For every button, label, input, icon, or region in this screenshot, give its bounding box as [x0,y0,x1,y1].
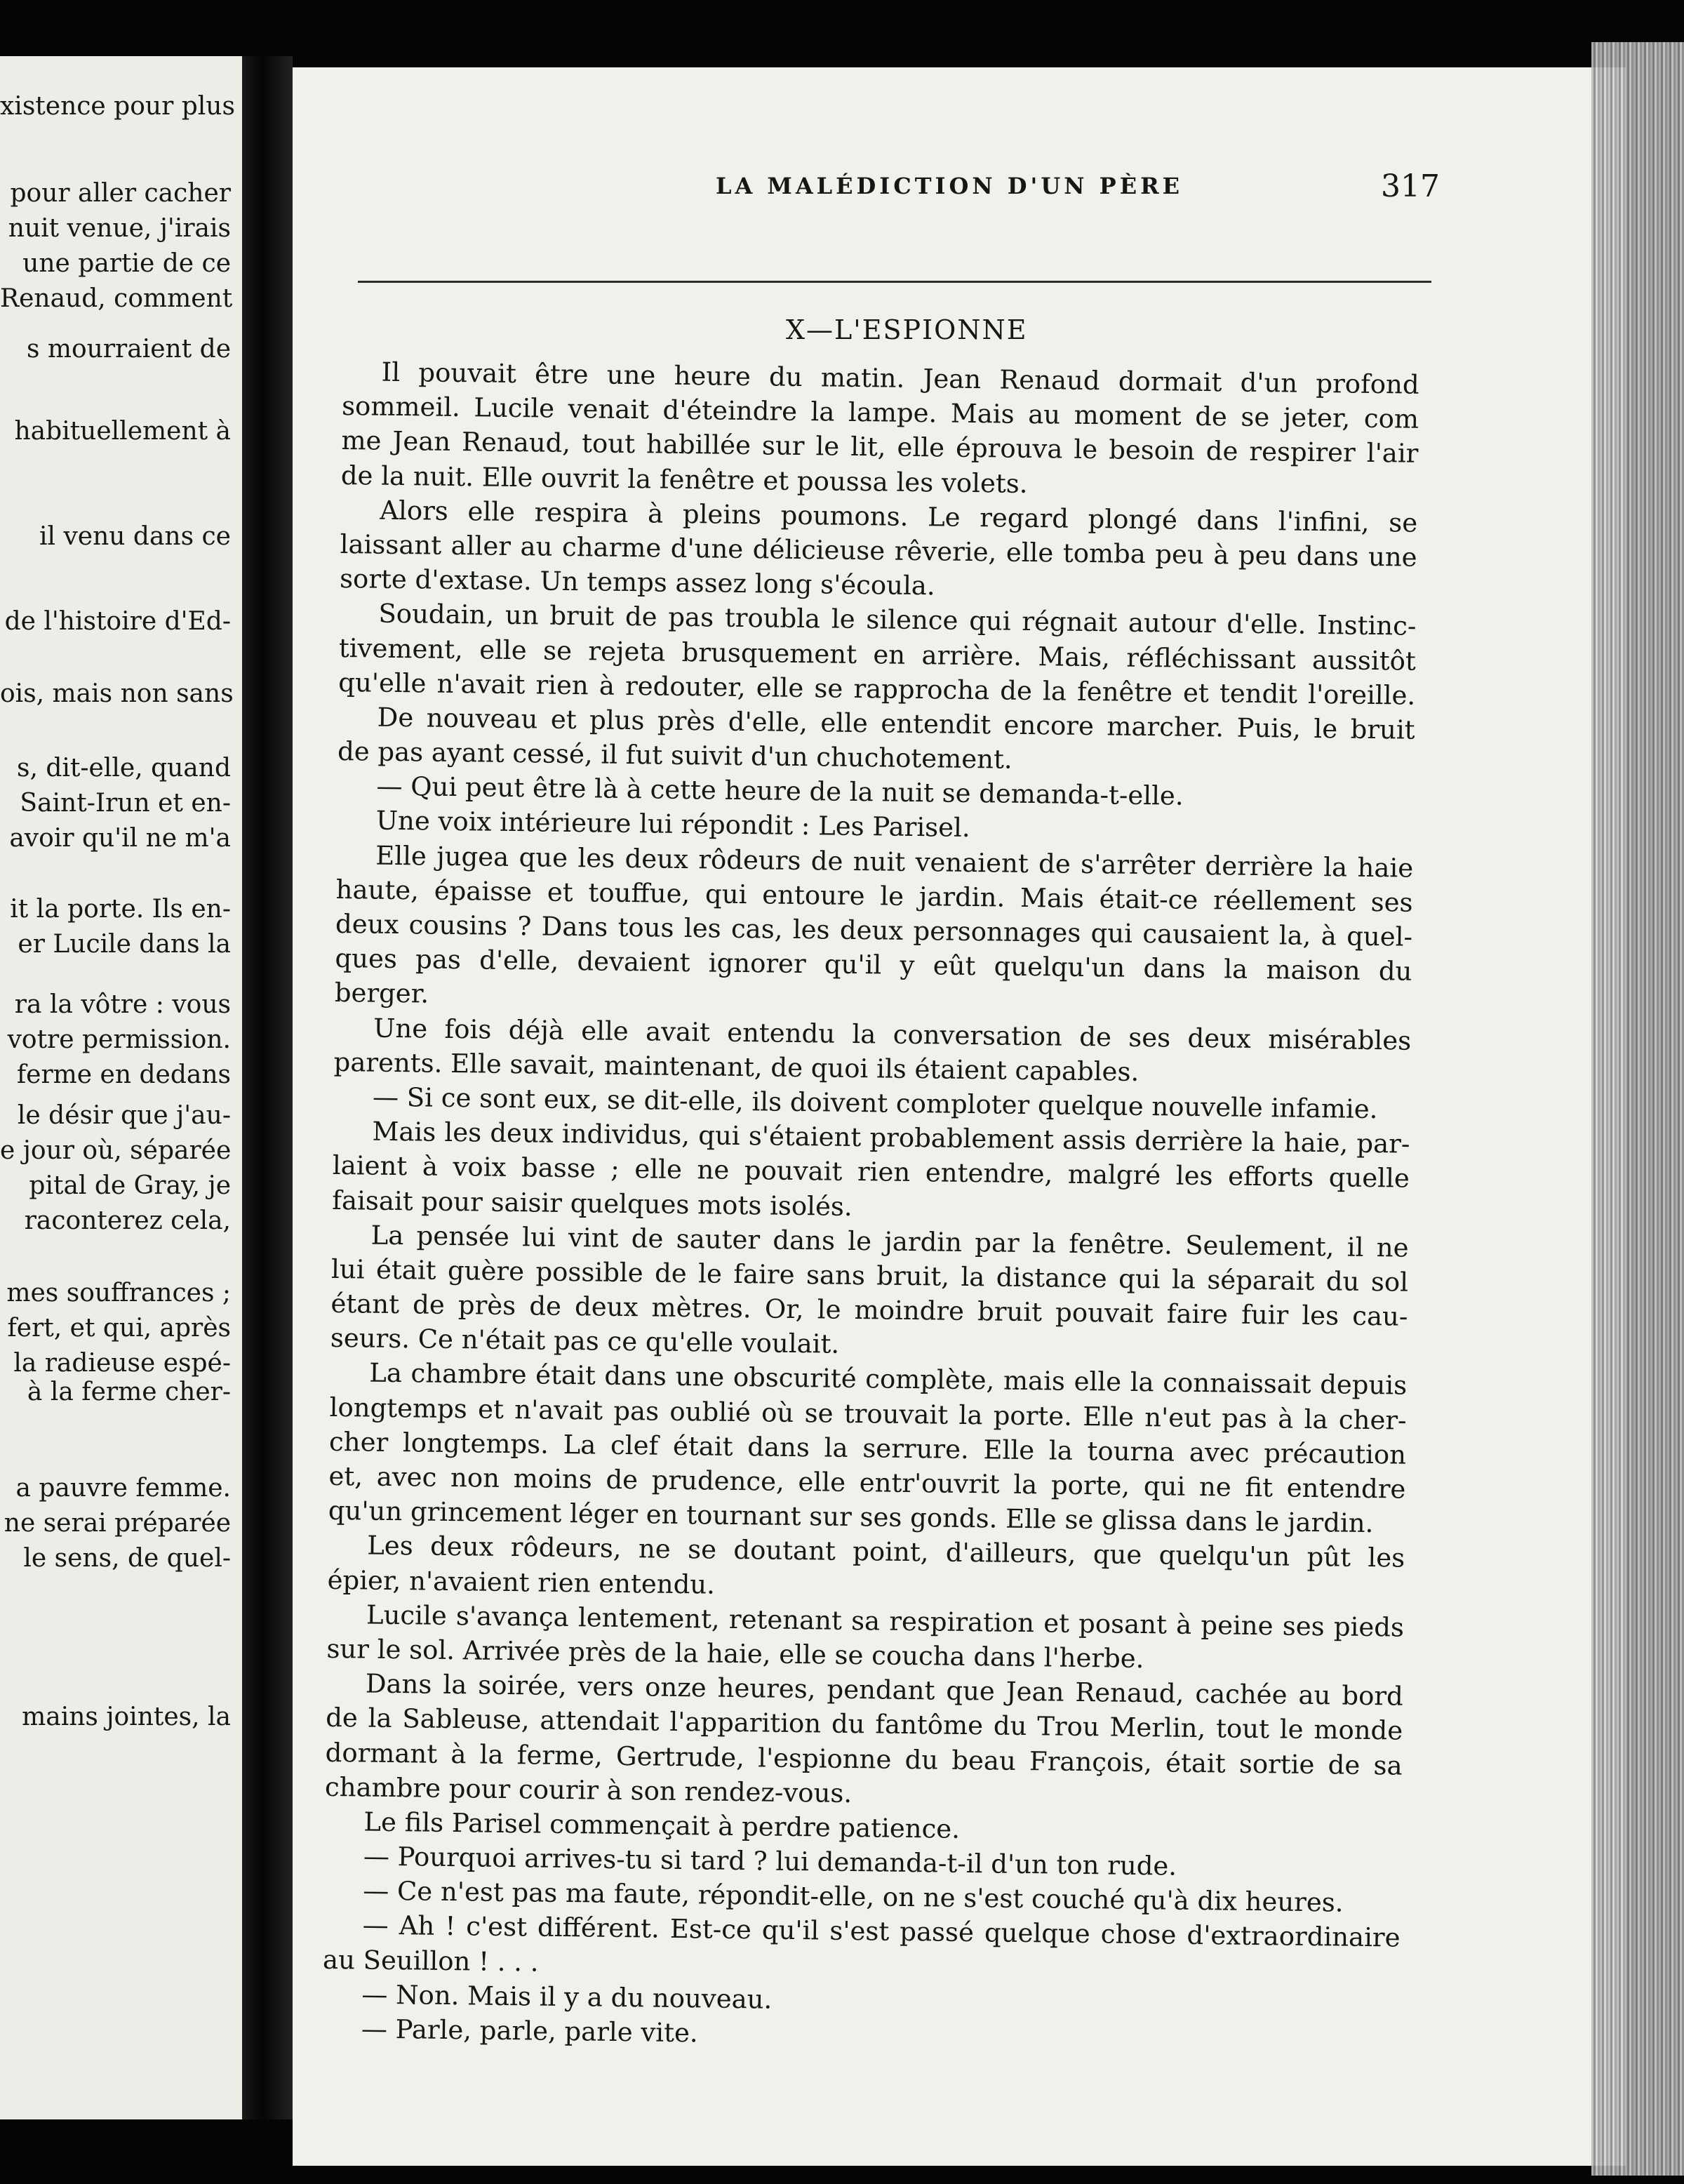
left-page-line: une partie de ce [22,249,231,278]
left-page-line: it la porte. Ils en- [10,895,231,924]
text-line: qu'un grincement léger en tournant sur ses gonds. Elle se glissa dans le jardin. [328,1496,1374,1539]
text-line: — Ce n'est pas ma faute, répondit-elle, on ne s'est couché qu'à dix heures. [362,1875,1344,1918]
text-line: — Parle, parle, parle vite. [361,2013,698,2049]
left-page-paragraph [0,89,242,124]
left-page-line: mains jointes, la [22,1703,231,1731]
left-page-line: fert, et qui, après [7,1314,231,1343]
left-page-line: le sens, de quel- [23,1544,231,1573]
text-line: De nouveau et plus près d'elle, elle entendit encore marcher. Puis, le bruit [377,702,1415,745]
text-line: La chambre était dans une obscurité complète, mais elle la connaissait depuis [369,1358,1408,1401]
left-page-line: il venu dans ce [39,522,231,551]
left-page-line: le désir que j'au- [17,1101,231,1130]
text-line: sommeil. Lucile venait d'éteindre la lampe. Mais au moment de se jeter, com [341,391,1419,434]
left-page-line: s mourraient de [26,335,231,364]
left-page-paragraph [0,1471,242,1576]
text-line: Une fois déjà elle avait entendu la conversation de ses deux misérables [373,1013,1412,1056]
text-line: berger. [334,978,429,1009]
left-page-line: mes souffrances ; [6,1279,231,1307]
text-line: me Jean Renaud, tout habillée sur le lit, elle éprouva le besoin de respirer l'air [341,425,1419,470]
page-number: 317 [1381,168,1440,204]
text-line: seurs. Ce n'était pas ce qu'elle voulait. [330,1323,840,1360]
text-line: qu'elle n'avait rien à redouter, elle se rapprocha de la fenêtre et tendit l'oreille. [338,667,1416,711]
chapter-heading: X—L'ESPIONNE [786,314,1028,345]
text-line: Soudain, un bruit de pas troubla le silence qui régnait autour d'elle. Instinc- [378,598,1417,642]
left-page-line: er Lucile dans la [18,930,231,959]
left-page-paragraph [0,1375,242,1410]
page-edges [1591,42,1684,2176]
left-page-paragraph [0,332,242,367]
text-line: de la Sableuse, attendait l'apparition du fantôme du Trou Merlin, tout le monde [326,1703,1403,1746]
header-rule [358,281,1431,283]
left-page-line: xistence pour plus [0,92,235,121]
text-line: laissant aller au charme d'une délicieuse rêverie, elle tomba peu à peu dans une [340,528,1417,573]
text-line: ques pas d'elle, devaient ignorer qu'il y eût quelqu'un dans la maison du [335,943,1412,987]
text-line: sur le sol. Arrivée près de la haie, elle se coucha dans l'herbe. [326,1633,1144,1674]
left-page-line: ois, mais non sans [0,679,234,708]
left-page-line: la radieuse espé- [13,1349,231,1378]
left-page-line: à la ferme cher- [27,1378,231,1406]
left-page-paragraph [0,1700,242,1735]
left-page-paragraph [0,751,242,856]
text-line: parents. Elle savait, maintenant, de quoi ils étaient capables. [333,1046,1140,1087]
text-line: Le fils Parisel commençait à perdre patience. [363,1806,961,1844]
text-line: — Non. Mais il y a du nouveau. [361,1979,773,2015]
text-line: laient à voix basse ; elle ne pouvait rien entendre, malgré les efforts quelle [332,1150,1410,1194]
left-page-paragraph [0,176,242,317]
text-line: Alors elle respira à pleins poumons. Le regard plongé dans l'infini, se [380,495,1418,538]
text-line: La pensée lui vint de sauter dans le jardin par la fenêtre. Seulement, il ne [370,1220,1409,1263]
text-line: Elle jugea que les deux rôdeurs de nuit venaient de s'arrêter derrière la haie [375,840,1414,884]
left-page-line: e jour où, séparée [0,1136,232,1165]
left-page-line: votre permission. [7,1025,231,1054]
text-line: de pas ayant cessé, il fut suivit d'un chuchotement. [337,736,1013,775]
left-page-paragraph [0,414,242,449]
body-text [322,354,1419,2059]
text-line: chambre pour courir à son rendez-vous. [324,1771,853,1809]
left-page-line: habituellement à [14,417,231,446]
text-line: — Ah ! c'est différent. Est-ce qu'il s'est passé quelque chose d'extraordinaire [362,1910,1401,1954]
text-line: lui était guère possible de le faire sans bruit, la distance qui la séparait du sol [330,1253,1409,1298]
left-page-line: raconterez cela, [24,1206,231,1235]
left-page-line: ra la vôtre : vous [14,990,231,1019]
text-line: dormant à la ferme, Gertrude, l'espionne du beau François, était sortie de sa [325,1737,1403,1781]
text-line: — Pourquoi arrives-tu si tard ? lui demanda-t-il d'un ton rude. [363,1841,1177,1882]
text-line: longtemps et n'avait pas oublié où se trouvait la porte. Elle n'eut pas à la cher- [329,1392,1407,1436]
text-line: de la nuit. Elle ouvrit la fenêtre et poussa les volets. [340,460,1028,499]
left-page-paragraph [0,677,242,712]
text-line: tivement, elle se rejeta brusquement en arrière. Mais, réfléchissant aussitôt [338,632,1417,677]
text-line: haute, épaisse et touffue, qui entoure le jardin. Mais était-ce réellement ses [335,874,1413,918]
text-line: Dans la soirée, vers onze heures, pendant que Jean Renaud, cachée au bord [365,1668,1404,1712]
text-line: — Qui peut être là à cette heure de la nuit se demanda-t-elle. [376,771,1184,811]
left-page-paragraph [0,987,242,1093]
left-page-line: ne serai préparée [4,1509,231,1538]
left-page-line: avoir qu'il ne m'a [9,824,231,853]
previous-page-fragment [0,56,242,2119]
left-page-line: nuit venue, j'irais [8,214,231,243]
left-page-line: Saint-Irun et en- [20,789,231,818]
left-page-paragraph [0,1276,242,1381]
left-page-paragraph [0,892,242,962]
left-page-line: pour aller cacher [10,179,231,208]
text-line: cher longtemps. La clef était dans la serrure. Elle la tourna avec précaution [328,1426,1407,1470]
left-page-paragraph [0,519,242,554]
text-line: — Si ce sont eux, se dit-elle, ils doivent comploter quelque nouvelle infamie. [372,1081,1378,1125]
left-page-line: de l'histoire d'Ed- [4,607,231,636]
text-line: deux cousins ? Dans tous les cas, les deux personnages qui causaient la, à quel- [335,908,1413,952]
text-line: Il pouvait être une heure du matin. Jean Renaud dormait d'un profond [381,357,1419,400]
text-line: faisait pour saisir quelques mots isolés. [332,1185,853,1222]
left-page-paragraph [0,604,242,639]
text-line: épier, n'avaient rien entendu. [327,1564,716,1600]
left-page-line: a pauvre femme. [15,1474,231,1503]
text-line: et, avec non moins de prudence, elle entr'ouvrit la porte, qui ne fit entendre [328,1460,1406,1505]
left-page-line: Renaud, comment [0,284,233,313]
text-line: étant de près de deux mètres. Or, le moindre bruit pouvait faire fuir les cau- [330,1288,1408,1332]
text-line: Une voix intérieure lui répondit : Les Parisel. [375,806,970,844]
text-line: Les deux rôdeurs, ne se doutant point, d'ailleurs, que quelqu'un pût les [367,1530,1405,1573]
running-title: LA MALÉDICTION D'UN PÈRE [715,173,1184,199]
text-line: au Seuillon ! . . . [322,1944,539,1978]
text-line: sorte d'extase. Un temps assez long s'écoula. [339,564,935,601]
left-page-line: pital de Gray, je [29,1171,231,1200]
text-line: Mais les deux individus, qui s'étaient probablement assis derrière la haie, par- [372,1116,1410,1159]
book-gutter [242,56,293,2119]
left-page-line: ferme en dedans [16,1060,231,1089]
left-page-line: s, dit-elle, quand [17,754,231,783]
text-line: Lucile s'avança lentement, retenant sa respiration et posant à peine ses pieds [366,1599,1405,1643]
left-page-paragraph [0,1098,242,1239]
